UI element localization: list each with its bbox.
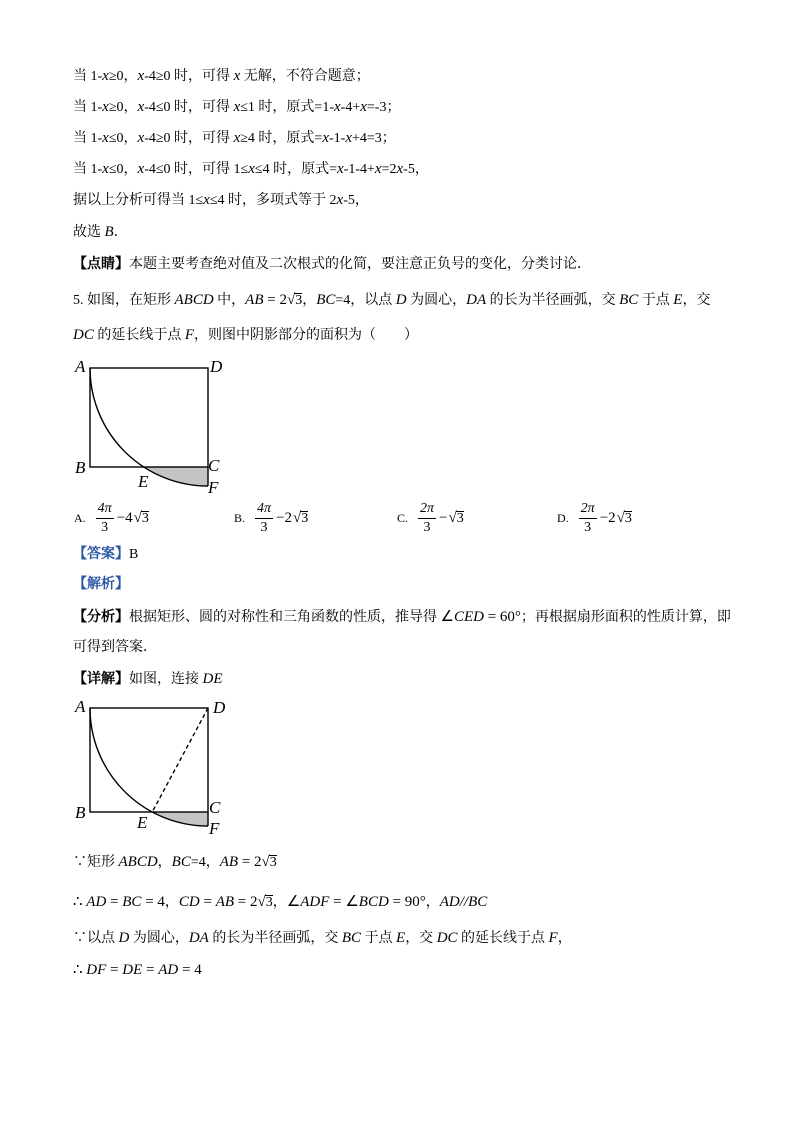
text-run: = 90° (388, 894, 426, 910)
text-run: DC (73, 327, 94, 343)
text-run: -4≤0 时，可得 (144, 100, 234, 115)
text-run: x (102, 130, 109, 146)
segment-de-dashed (152, 708, 208, 812)
point-label-c: C (208, 456, 220, 475)
case-line-2 (73, 98, 400, 116)
option-term: −4 (116, 509, 133, 526)
point-label-f: F (209, 819, 220, 838)
text-run: ABCD (174, 292, 214, 308)
text-run: = (199, 894, 216, 910)
text-run: 根据矩形、圆的对称性和三角函数的性质，推导得 (129, 610, 441, 625)
fraction (255, 501, 273, 536)
text-run: CED (453, 609, 484, 625)
text-run: -4≤0 时，可得 1≤ (144, 162, 249, 177)
fraction (96, 501, 114, 536)
question-5-stem-cont (73, 326, 418, 344)
text-run: BC (122, 894, 142, 910)
text-run: 为圆心， (129, 931, 189, 946)
text-run: BC (619, 292, 639, 308)
numerator: 2π (418, 501, 436, 519)
point-label-d: D (213, 698, 226, 717)
text-run: 无解，不符合题意； (240, 69, 370, 84)
case-line-1 (73, 67, 370, 85)
text-run: ADF (300, 894, 330, 910)
rectangle-abcd (90, 368, 208, 467)
radicand: 3 (624, 510, 632, 526)
section-label: 【答案】 (73, 547, 129, 562)
case-line-3 (73, 129, 396, 147)
text-run: x (233, 68, 241, 84)
text-run: 于点 (361, 931, 397, 946)
text-run: ， (164, 895, 179, 910)
text-run: 的长为半径画弧，交 (208, 931, 342, 946)
text-run: x (137, 99, 145, 115)
text-run: x (137, 68, 145, 84)
text-run: = 2 (234, 894, 258, 910)
text-run: ≥4 时，原式= (240, 131, 323, 146)
text-run: -4+ (340, 100, 361, 115)
text-run: x (336, 192, 344, 208)
question-5-stem (73, 291, 710, 309)
text-run: 当 1- (73, 69, 103, 84)
text-run: -1-4+ (343, 162, 375, 177)
option-label: D. (557, 510, 569, 525)
text-run: 的长为半径画弧，交 (486, 293, 620, 308)
point-label-a: A (75, 697, 86, 716)
detail-intro (73, 670, 223, 688)
solution-figure (70, 695, 235, 840)
shaded-region (152, 812, 208, 826)
text-run: E (673, 292, 683, 308)
text-run: ， (302, 293, 317, 308)
text-run: 故选 (73, 225, 105, 240)
text-run: = ∠ (329, 894, 359, 910)
text-run: BCD (358, 894, 389, 910)
text-run: D (118, 930, 130, 946)
text-run: x (345, 130, 352, 146)
option-b (234, 499, 308, 537)
text-run: 于点 (638, 293, 674, 308)
text-run: = 2 (238, 854, 262, 870)
option-d (557, 499, 632, 537)
proof-step-1 (73, 853, 277, 871)
text-run: D (395, 292, 407, 308)
text-run: 当 1- (73, 100, 103, 115)
text-run: x (102, 161, 109, 177)
text-run: x (248, 161, 255, 177)
text-run: // (459, 894, 469, 910)
text-run: ， (425, 895, 440, 910)
text-run: x (102, 99, 109, 115)
text-run: 的延长线于点 (457, 931, 549, 946)
section-label: 【分析】 (73, 610, 129, 625)
text-run: 可得到答案． (73, 640, 157, 655)
denominator: 3 (423, 519, 431, 535)
radicand: 3 (141, 510, 149, 526)
text-run: x (333, 99, 341, 115)
text-run: ∠ (286, 894, 301, 910)
text-run: 5. 如图，在矩形 (73, 293, 175, 308)
text-run: =2 (381, 162, 397, 177)
sqrt-symbol: √ (293, 509, 302, 526)
text-run: -4≥0 时，可得 (144, 69, 234, 84)
fraction (579, 501, 597, 536)
text-run: x (233, 130, 241, 146)
text-run: x (374, 161, 382, 177)
text-run: 为圆心， (406, 293, 467, 308)
text-run: BC (341, 930, 362, 946)
text-run: x (233, 99, 241, 115)
section-label: 【解析】 (73, 577, 129, 592)
text-run: ≥0， (108, 69, 138, 84)
text-run: -5， (403, 162, 429, 177)
text-run: -5， (343, 193, 369, 208)
text-run: √ (261, 854, 270, 870)
text-run: ∴ (73, 962, 87, 978)
text-run: ≤0， (108, 162, 138, 177)
analysis-line-cont (73, 639, 157, 657)
point-label-e: E (137, 813, 148, 832)
text-run: ≤1 时，原式=1- (240, 100, 334, 115)
text-run: ≤4 时，原式= (254, 162, 337, 177)
text-run: = 4 (178, 962, 202, 978)
fraction (418, 501, 436, 536)
section-label: 【点睛】 (73, 257, 129, 272)
text-run: 当 1- (73, 162, 103, 177)
shaded-region (144, 467, 208, 486)
case-line-4 (73, 160, 429, 178)
text-run: x (137, 130, 145, 146)
text-run: ≤0， (108, 131, 138, 146)
analysis-line (73, 608, 731, 626)
text-run: 的延长线于点 (93, 328, 185, 343)
text-run: = 60° (483, 609, 521, 625)
numerator: 4π (96, 501, 114, 519)
text-run: B (104, 224, 114, 240)
text-run: √ (257, 894, 266, 910)
choice-line (73, 223, 128, 241)
radicand: 3 (456, 510, 464, 526)
text-run: DE (202, 671, 223, 687)
option-term: − (439, 509, 448, 526)
text-run: -1- (329, 131, 346, 146)
text-run: ，交 (405, 931, 437, 946)
text-run: DC (436, 930, 458, 946)
text-run: ∠ (440, 609, 454, 625)
text-run: 据以上分析可得当 1≤ (73, 193, 204, 208)
text-run: = (106, 894, 123, 910)
text-run: E (396, 930, 406, 946)
text-run: = 2 (263, 292, 287, 308)
text-run: ；再根据扇形面积的性质计算，即 (520, 610, 731, 625)
sqrt-symbol: √ (133, 509, 142, 526)
proof-step-4 (73, 961, 202, 979)
rectangle-abcd (90, 708, 208, 812)
point-label-e: E (138, 472, 149, 491)
text-run: BC (316, 292, 336, 308)
text-run: ∴ (73, 894, 87, 910)
option-term: −2 (599, 509, 616, 526)
text-run: ， (157, 855, 172, 870)
text-run: = 4 (141, 894, 165, 910)
section-label: 【详解】 (73, 672, 129, 687)
option-label: C. (397, 510, 409, 525)
radicand: 3 (295, 293, 303, 308)
option-label: A. (74, 510, 86, 525)
conclusion-line (73, 191, 369, 209)
text-run: ． (113, 225, 128, 240)
option-a (74, 499, 149, 537)
text-run: ≤4 时，多项式等于 2 (209, 193, 337, 208)
text-run: ， (272, 895, 287, 910)
radicand: 3 (301, 510, 309, 526)
text-run: DA (466, 292, 487, 308)
text-run: =4， (190, 855, 220, 870)
text-run: x (102, 68, 109, 84)
numerator: 2π (579, 501, 597, 519)
comment-line (73, 256, 591, 274)
text-run: DE (122, 962, 143, 978)
text-run: F (548, 930, 558, 946)
text-run: -4≥0 时，可得 (144, 131, 234, 146)
option-term: −2 (276, 509, 292, 526)
text-run: ，则图中阴影部分的面积为（ ） (194, 328, 419, 343)
proof-step-3 (73, 929, 572, 947)
text-run: F (184, 327, 195, 343)
point-label-c: C (209, 798, 221, 817)
option-c (397, 499, 464, 537)
text-run: ∵以点 (73, 931, 119, 946)
arc-af (90, 708, 208, 826)
text-run: B (129, 547, 139, 562)
text-run: AB (245, 292, 264, 308)
text-run: =4，以点 (335, 293, 396, 308)
point-label-a: A (75, 357, 86, 376)
text-run: CD (178, 894, 200, 910)
point-label-b: B (75, 458, 86, 477)
radicand: 3 (269, 855, 277, 870)
text-run: x (203, 192, 210, 208)
text-run: ABCD (118, 854, 158, 870)
text-run: DA (188, 930, 209, 946)
text-run: ∵矩形 (73, 855, 119, 870)
text-run: +4=3； (352, 131, 396, 146)
text-run: ， (557, 931, 572, 946)
sqrt-symbol: √ (448, 509, 457, 526)
text-run: = (142, 962, 159, 978)
text-run: ，交 (682, 293, 711, 308)
text-run: x (137, 161, 145, 177)
point-label-d: D (210, 357, 223, 376)
sqrt-symbol: √ (616, 509, 625, 526)
text-run: AB (219, 854, 239, 870)
text-run: BC (468, 894, 488, 910)
text-run: x (360, 99, 367, 115)
text-run: AD (158, 962, 179, 978)
text-run: 中， (213, 293, 246, 308)
numerator: 4π (255, 501, 273, 519)
proof-step-2 (73, 893, 487, 911)
text-run: = (106, 962, 123, 978)
text-run: DF (86, 962, 107, 978)
text-run: 如图，连接 (129, 672, 203, 687)
text-run: AD (86, 894, 107, 910)
text-run: 本题主要考查绝对值及二次根式的化简，要注意正负号的变化，分类讨论． (129, 257, 591, 272)
text-run: √ (286, 292, 296, 308)
denominator: 3 (584, 519, 592, 535)
radicand: 3 (265, 895, 273, 910)
text-run: 当 1- (73, 131, 103, 146)
question-figure (70, 352, 235, 502)
text-run: AD (439, 894, 460, 910)
denominator: 3 (260, 519, 268, 535)
text-run: x (396, 161, 404, 177)
text-run: AB (215, 894, 235, 910)
text-run: =-3； (366, 100, 401, 115)
text-run: x (337, 161, 344, 177)
option-label: B. (234, 510, 246, 525)
point-label-b: B (75, 803, 86, 822)
text-run: ≥0， (108, 100, 138, 115)
text-run: x (322, 130, 329, 146)
answer-line (73, 546, 138, 564)
point-label-f: F (208, 478, 219, 497)
denominator: 3 (101, 519, 109, 535)
text-run: BC (171, 854, 191, 870)
analysis-header (73, 576, 129, 594)
